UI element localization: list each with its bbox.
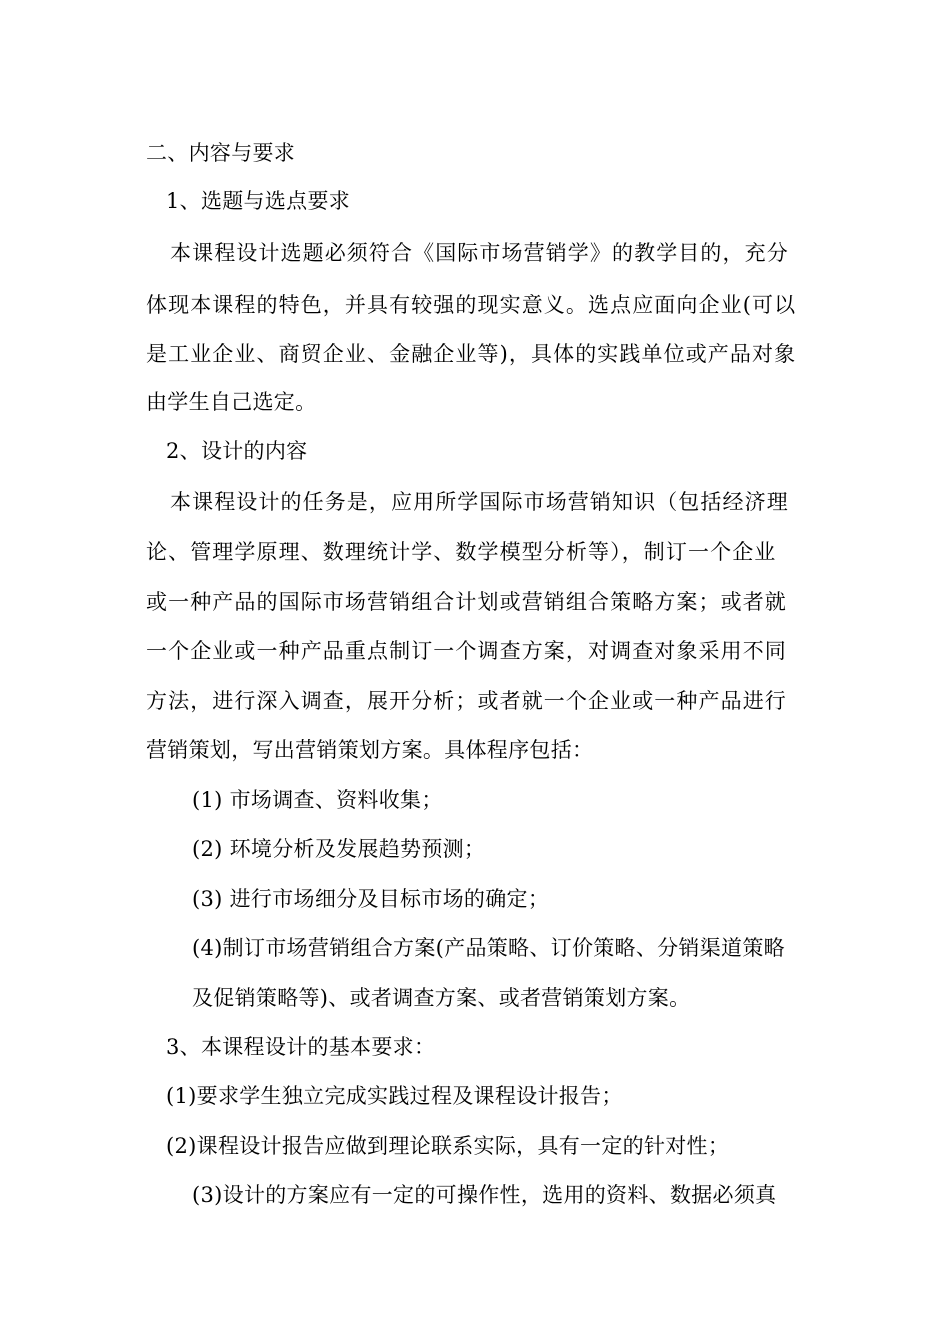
item3-heading: 3、本课程设计的基本要求： (166, 1035, 436, 1059)
item1-paragraph-line: 是工业企业、商贸企业、金融企业等)，具体的实践单位或产品对象 (146, 342, 797, 366)
item2-paragraph-line: 一个企业或一种产品重点制订一个调查方案，对调查对象采用不同 (146, 639, 787, 663)
item2-paragraph-line: 论、管理学原理、数理统计学、数学模型分析等），制订一个企业 (146, 540, 777, 564)
item2-paragraph-line: 或一种产品的国际市场营销组合计划或营销组合策略方案；或者就 (146, 590, 787, 614)
item1-paragraph-line: 由学生自己选定。 (146, 390, 317, 414)
section-heading: 二、内容与要求 (146, 141, 296, 165)
item2-heading: 2、设计的内容 (166, 439, 308, 463)
procedure-step: (2) 环境分析及发展趋势预测； (192, 837, 486, 861)
procedure-step: 及促销策略等)、或者调查方案、或者营销策划方案。 (192, 986, 691, 1010)
item1-paragraph-line: 本课程设计选题必须符合《国际市场营销学》的教学目的，充分 (170, 241, 789, 265)
procedure-step: (4)制订市场营销组合方案(产品策略、订价策略、分销渠道策略 (192, 936, 785, 960)
procedure-step: (1) 市场调查、资料收集； (192, 788, 443, 812)
item2-paragraph-line: 本课程设计的任务是，应用所学国际市场营销知识（包括经济理 (170, 490, 789, 514)
requirement-item: (3)设计的方案应有一定的可操作性，选用的资料、数据必须真 (192, 1183, 777, 1207)
item2-paragraph-line: 营销策划，写出营销策划方案。具体程序包括： (146, 738, 594, 762)
item2-paragraph-line: 方法，进行深入调查，展开分析；或者就一个企业或一种产品进行 (146, 689, 787, 713)
item1-paragraph-line: 体现本课程的特色，并具有较强的现实意义。选点应面向企业(可以 (146, 293, 797, 317)
requirement-item: (1)要求学生独立完成实践过程及课程设计报告； (166, 1084, 623, 1108)
procedure-step: (3) 进行市场细分及目标市场的确定； (192, 887, 550, 911)
item1-heading: 1、选题与选点要求 (166, 189, 351, 213)
requirement-item: (2)课程设计报告应做到理论联系实际，具有一定的针对性； (166, 1134, 730, 1158)
